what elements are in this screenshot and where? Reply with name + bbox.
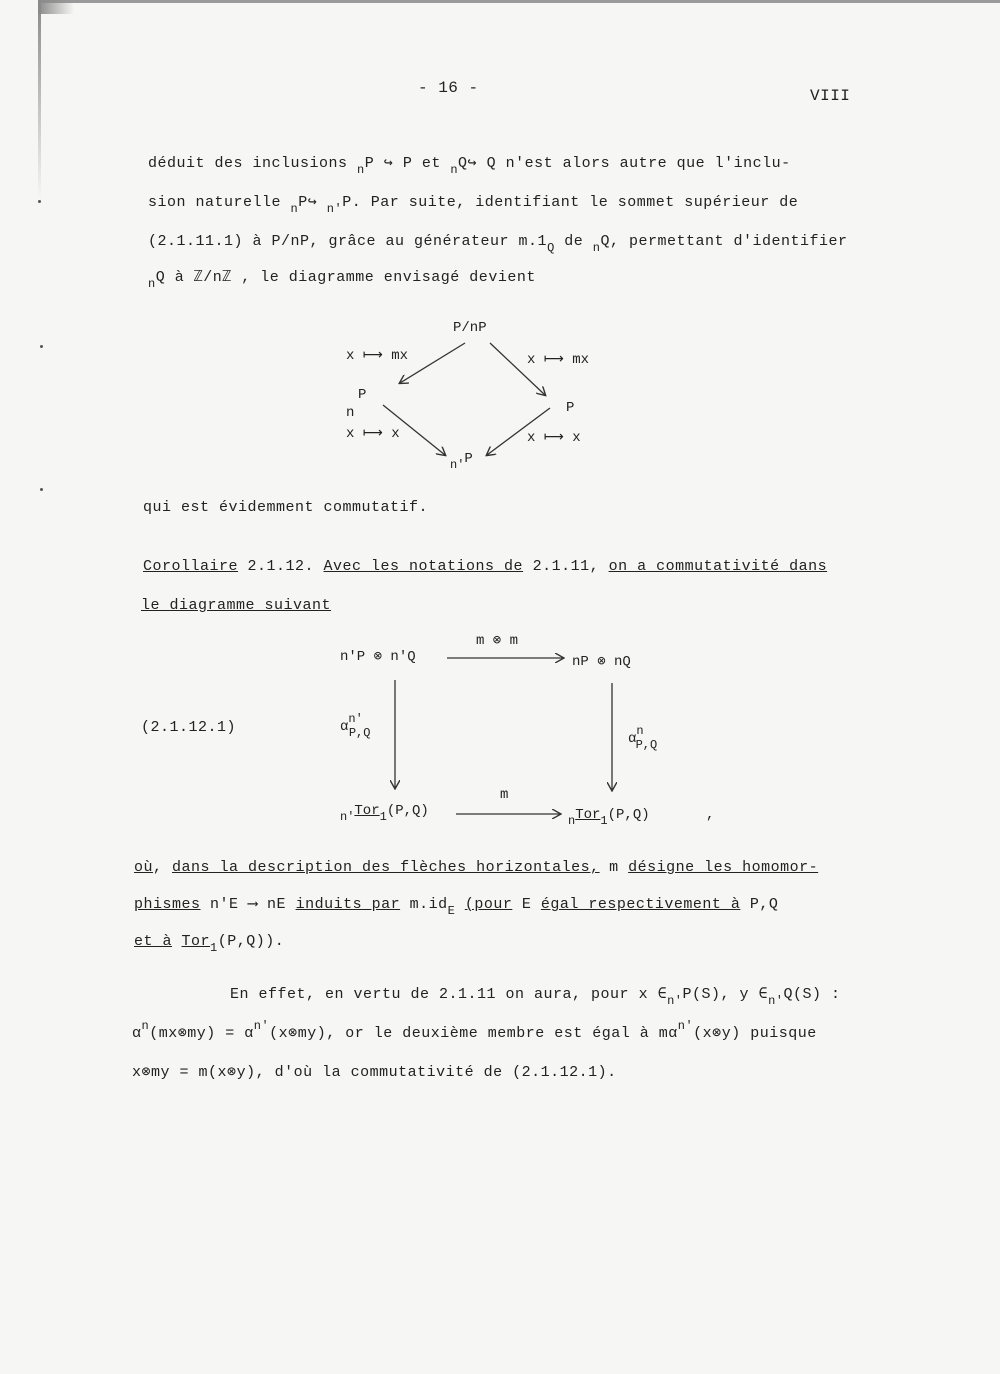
diagram1-map-label: x ⟼ mx (346, 348, 409, 364)
diagram2-bottom-right-node: nTor1(P,Q) (568, 807, 650, 828)
paragraph-line: x⊗my = m(x⊗y), d'où la commutativité de (2.1.12.1). (132, 1064, 617, 1081)
paragraph-line: phismes n'E ⟶ nE induits par $m.id_E$ (pour E égal respectivement à P,Q (134, 896, 779, 918)
diagram1-right-node: P (566, 400, 575, 416)
diagram1-bottom-node: n'P (450, 451, 473, 472)
inclusion-arrow-icon: ↪ (374, 155, 394, 172)
diagram2-left-map-label: αn'P,Q (340, 712, 371, 740)
diagram1-map-label: x ⟼ x (346, 426, 400, 442)
diagram1-left-node: P n (346, 387, 367, 421)
paragraph-line: qui est évidemment commutatif. (143, 499, 429, 516)
paragraph-line: $_n$Q à ℤ/nℤ , le diagramme envisagé devient (148, 269, 536, 291)
chapter-number: VIII (810, 87, 851, 105)
corollary-line: le diagramme suivant (141, 597, 332, 614)
paragraph-line: où, dans la description des flèches horizontales, m désigne les homomor- (134, 859, 819, 876)
paragraph-line: déduit des inclusions $_n$P ↪ P et $_n$Q↪ Q n'est alors autre que l'inclu- (148, 155, 791, 177)
paragraph-line: $\alpha^n(mx\otimes my)$ = $\alpha^{n'}(x\otimes my)$, or le deuxième membre est égal à $m\alpha^{n'}(x\otimes y)$ puisque (132, 1019, 817, 1042)
paragraph-line: et à Tor$_1$(P,Q)). (134, 933, 285, 955)
paragraph-line: (2.1.11.1) à P/nP, grâce au générateur $m.1_Q$ de $_n$Q, permettant d'identifier (148, 233, 848, 255)
diagram1-map-label: x ⟼ x (527, 430, 581, 446)
paragraph-line: sion naturelle $_n$P↪ $_{n'}$P. Par suite, identifiant le sommet supérieur de (148, 194, 799, 216)
diagram1-top-node: P/nP (453, 320, 487, 336)
diagram2-comma: , (706, 807, 715, 823)
arrow-top-to-left (400, 343, 465, 383)
diagram1-map-label: x ⟼ mx (527, 352, 590, 368)
inclusion-arrow-icon: ↪ (467, 155, 478, 172)
inclusion-arrow-icon: ↪ (307, 194, 327, 211)
diagram2-top-arrow-label: m ⊗ m (476, 633, 519, 649)
diagram2-bottom-arrow-label: m (500, 787, 509, 803)
page-number: - 16 - (418, 79, 479, 97)
diagram2-top-right-node: nP ⊗ nQ (572, 654, 631, 670)
diagram2-right-map-label: αnP,Q (628, 724, 658, 752)
paragraph-line: En effet, en vertu de 2.1.11 on aura, pour x $\in_{n'}P(S)$, y $\in_{n'}Q(S)$ : (230, 986, 841, 1008)
diagram2-top-left-node: n'P ⊗ n'Q (340, 649, 416, 665)
diagram2-bottom-left-node: n'Tor1(P,Q) (340, 803, 429, 824)
corollary-heading: Corollaire 2.1.12. Avec les notations de 2.1.11, on a commutativité dans (143, 558, 828, 575)
equation-label: (2.1.12.1) (141, 719, 237, 736)
